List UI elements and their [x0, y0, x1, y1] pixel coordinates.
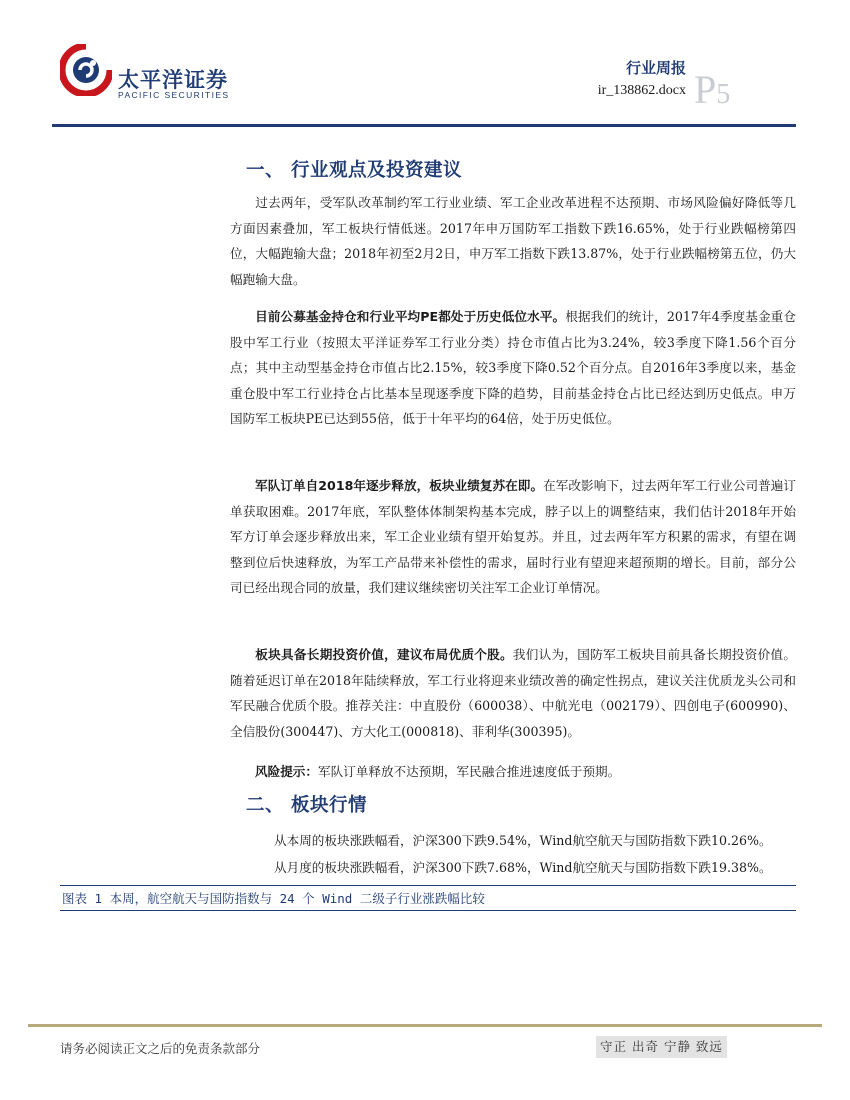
- company-name-cn: 太平洋证券: [118, 68, 228, 92]
- report-type: 行业周报: [625, 59, 686, 77]
- paragraph-4-heading: 板块具备长期投资价值，建议布局优质个股。: [255, 647, 513, 662]
- page-indicator: [694, 66, 730, 113]
- figure-caption: 图表 1 本周，航空航天与国防指数与 24 个 Wind 二级子行业涨跌幅比较: [62, 891, 485, 906]
- paragraph-1: [230, 190, 796, 292]
- company-logo-icon: [60, 44, 112, 96]
- section-1-title: 一、 行业观点及投资建议: [246, 160, 462, 181]
- company-name-en: PACIFIC SECURITIES: [118, 90, 230, 100]
- risk-warning-heading: 风险提示：: [255, 764, 318, 779]
- page-letter: P: [694, 67, 717, 112]
- section-2-title: 二、 板块行情: [246, 795, 367, 816]
- paragraph-3-heading: 军队订单自2018年逐步释放，板块业绩复苏在即。: [255, 478, 544, 493]
- risk-warning: [230, 759, 796, 785]
- paragraph-3-text: 在军改影响下，过去两年军工行业公司普遍订单获取困难。2017年底，军队整体体制架构基本完成，脖子以上的调整结束，我们估计2018年开始军方订单会逐步释放出来，军工企业业绩有望开始复苏。并且，过去两年军方积累的需求，有望在调整到位后快速释放，为军工产品带来补偿性的需求，届时行业有望迎来超预期的增长。目前，部分公司已经出现合同的放量，我们建议继续密切关注军工企业订单情况。: [230, 478, 796, 595]
- document-name: ir_138862.docx: [597, 83, 686, 98]
- paragraph-3: [230, 473, 796, 601]
- weekly-performance-line: 从本周的板块涨跌幅看，沪深300下跌9.54%，Wind航空航天与国防指数下跌10.26%。: [274, 833, 772, 848]
- paragraph-4: [230, 642, 796, 744]
- page-number: 5: [716, 79, 731, 110]
- paragraph-2-text: 根据我们的统计，2017年4季度基金重仓股中军工行业（按照太平洋证券军工行业分类）持仓市值占比为3.24%，较3季度下降1.56个百分点；其中主动型基金持仓市值占比2.15%，较3季度下降0.52个百分点。自2016年3季度以来，基金重仓股中军工行业持仓占比基本呈现逐季度下降的趋势，目前基金持仓占比已经达到历史低点。申万国防军工板块PE已达到55倍，低于十年平均的64倍，处于历史低位。: [230, 309, 796, 426]
- monthly-performance-line: 从月度的板块涨跌幅看，沪深300下跌7.68%，Wind航空航天与国防指数下跌19.38%。: [274, 860, 772, 875]
- paragraph-4-text: 我们认为，国防军工板块目前具备长期投资价值。随着延迟订单在2018年陆续释放，军工行业将迎来业绩改善的确定性拐点，建议关注优质龙头公司和军民融合优质个股。推荐关注：中直股份（600038）、中航光电（002179）、四创电子(600990)、全信股份(300447)、方大化工(000818)、菲利华(300395)。: [230, 647, 797, 739]
- risk-warning-text: 军队订单释放不达预期，军民融合推进速度低于预期。: [317, 764, 621, 779]
- paragraph-2-heading: 目前公募基金持仓和行业平均PE都处于历史低位水平。: [255, 309, 566, 324]
- footer-divider: [28, 1024, 822, 1027]
- paragraph-1-text: 过去两年，受军队改革制约军工行业业绩、军工企业改革进程不达预期、市场风险偏好降低等几方面因素叠加，军工板块行情低迷。2017年申万国防军工指数下跌16.65%，处于行业跌幅榜第四位，大幅跑输大盘；2018年初至2月2日，申万军工指数下跌13.87%，处于行业跌幅榜第五位，仍大幅跑输大盘。: [230, 195, 796, 287]
- header-divider: [52, 124, 796, 127]
- footer-disclaimer: 请务必阅读正文之后的免责条款部分: [60, 1041, 261, 1056]
- paragraph-2: [230, 304, 796, 432]
- footer-slogan: 守正 出奇 宁静 致远: [596, 1036, 727, 1058]
